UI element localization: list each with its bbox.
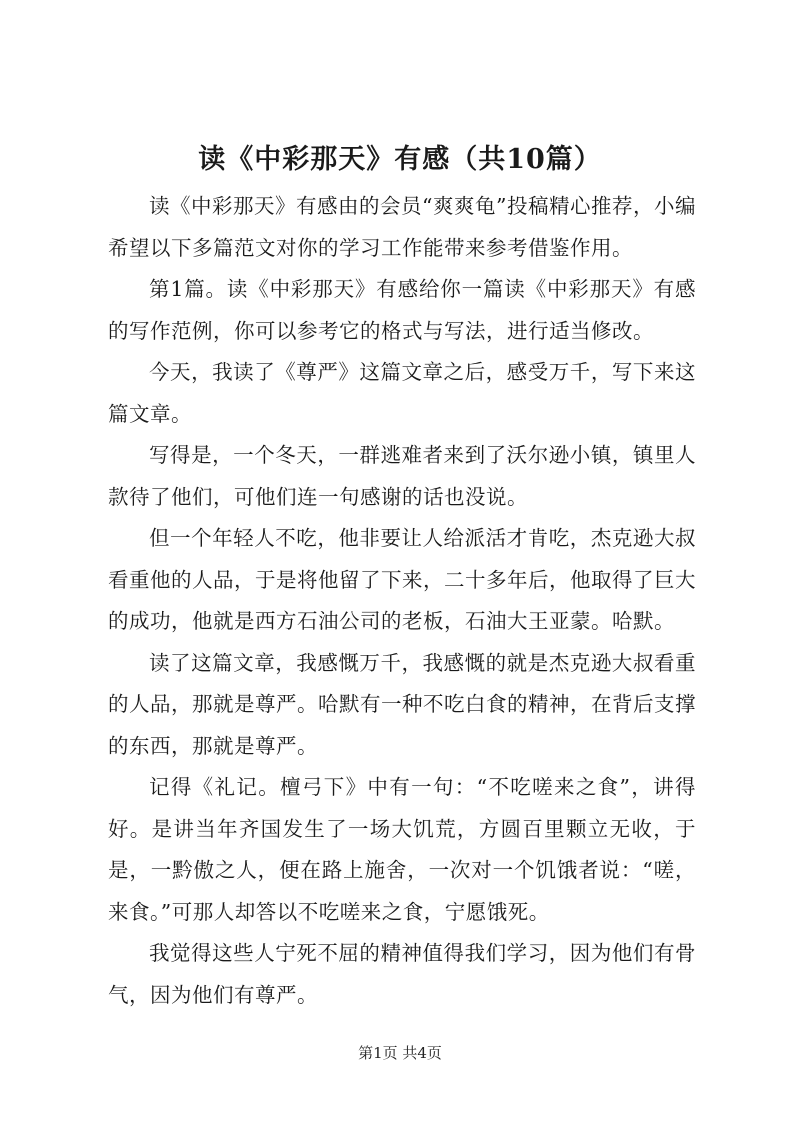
document-title: 读《中彩那天》有感（共10篇） xyxy=(198,144,602,175)
paragraph: 记得《礼记。檀弓下》中有一句：“不吃嗟来之食”，讲得好。是讲当年齐国发生了一场大饥荒，方圆百里颗立无收，于是，一黔傲之人，便在路上施舍，一次对一个饥饿者说：“嗟，来食。”可那人却答以不吃嗟来之食，宁愿饿死。 xyxy=(108,775,696,924)
document-body xyxy=(108,186,696,1016)
page-number-footer: 第1页 共4页 xyxy=(358,1044,442,1062)
paragraph: 我觉得这些人宁死不屈的精神值得我们学习，因为他们有骨气，因为他们有尊严。 xyxy=(108,941,696,1007)
paragraph: 今天，我读了《尊严》这篇文章之后，感受万千，写下来这篇文章。 xyxy=(108,360,696,426)
paragraph: 读了这篇文章，我感慨万千，我感慨的就是杰克逊大叔看重的人品，那就是尊严。哈默有一种不吃白食的精神，在背后支撑的东西，那就是尊严。 xyxy=(108,650,696,758)
paragraph: 但一个年轻人不吃，他非要让人给派活才肯吃，杰克逊大叔看重他的人品，于是将他留了下来，二十多年后，他取得了巨大的成功，他就是西方石油公司的老板，石油大王亚蒙。哈默。 xyxy=(108,526,696,633)
paragraph: 第1篇。读《中彩那天》有感给你一篇读《中彩那天》有感的写作范例，你可以参考它的格式与写法，进行适当修改。 xyxy=(108,277,696,343)
paragraph: 写得是，一个冬天，一群逃难者来到了沃尔逊小镇，镇里人款待了他们，可他们连一句感谢的话也没说。 xyxy=(108,443,696,509)
paragraph: 读《中彩那天》有感由的会员“爽爽龟”投稿精心推荐，小编希望以下多篇范文对你的学习工作能带来参考借鉴作用。 xyxy=(108,194,696,260)
